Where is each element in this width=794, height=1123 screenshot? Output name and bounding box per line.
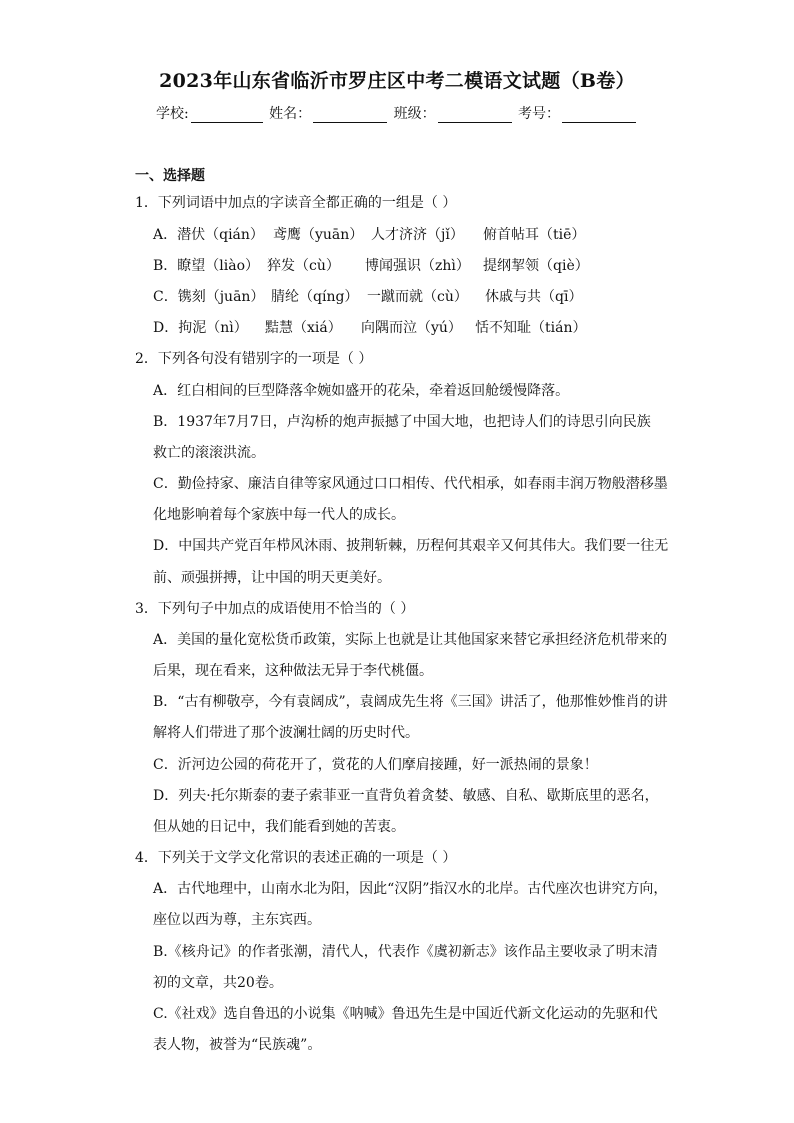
- class-blank[interactable]: [438, 108, 512, 123]
- question-1-option-a[interactable]: [153, 224, 585, 244]
- question-4-stem: 4．下列关于文学文化常识的表述正确的一项是（ ）: [135, 850, 457, 866]
- question-1-option-b[interactable]: [153, 255, 589, 275]
- exam-no-label: 考号：: [518, 106, 561, 122]
- question-2-option-d-line-1[interactable]: D．中国共产党百年栉风沐雨、披荆斩棘，历程何其艰辛又何其伟大。我们要一往无: [153, 538, 669, 554]
- option-b-item-1: B．瞭望（liào）: [153, 258, 260, 274]
- question-1-stem: 1．下列词语中加点的字读音全都正确的一组是（ ）: [135, 195, 457, 211]
- question-2-option-d-line-2: 前、顽强拼搏，让中国的明天更美好。: [153, 570, 391, 586]
- option-a-item-4: 俯首帖耳（tiē）: [483, 227, 586, 243]
- option-b-item-3: 博闻强识（zhì）: [365, 258, 470, 274]
- question-3-option-b-line-1[interactable]: B．“古有柳敬亭，今有袁阔成”，袁阔成先生将《三国》讲活了，他那惟妙惟肖的讲: [153, 694, 668, 710]
- option-c-item-3: 一蹴而就（cù）: [367, 289, 468, 305]
- question-4-option-a-line-2: 座位以西为尊，主东宾西。: [153, 912, 321, 928]
- question-4-option-a-line-1[interactable]: A．古代地理中，山南水北为阳，因此“汉阴”指汉水的北岸。古代座次也讲究方向，: [153, 881, 668, 897]
- exam-no-blank[interactable]: [562, 108, 636, 123]
- option-b-item-4: 提纲挈领（qiè）: [483, 258, 589, 274]
- option-d-item-2: 黠慧（xiá）: [265, 320, 342, 336]
- question-1-option-c[interactable]: [153, 286, 582, 306]
- question-2-option-c-line-1[interactable]: C．勤俭持家、廉洁自律等家风通过口口相传、代代相承，如春雨丰润万物般潜移墨: [153, 476, 668, 492]
- question-3-option-d-line-1[interactable]: D．列夫·托尔斯泰的妻子索菲亚一直背负着贪婪、敏感、自私、歇斯底里的恶名，: [153, 788, 659, 804]
- school-blank[interactable]: [191, 108, 263, 123]
- option-c-item-4: 休戚与共（qī）: [485, 289, 583, 305]
- question-2-stem: 2．下列各句没有错别字的一项是（ ）: [135, 351, 373, 367]
- question-3-option-d-line-2: 但从她的日记中，我们能看到她的苦衷。: [153, 819, 405, 835]
- section-title: 一、选择题: [135, 168, 205, 184]
- question-3-option-a-line-2: 后果，现在看来，这种做法无异于李代桃僵。: [153, 663, 433, 679]
- option-a-item-2: 鸢鹰（yuān）: [273, 227, 364, 243]
- question-4-option-c-line-1[interactable]: C.《社戏》选自鲁迅的小说集《呐喊》鲁迅先生是中国近代新文化运动的先驱和代: [153, 1006, 658, 1022]
- question-4-option-b-line-2: 初的文章，共20卷。: [153, 975, 283, 991]
- name-label: 姓名：: [269, 106, 312, 122]
- question-2-option-a[interactable]: A．红白相间的巨型降落伞婉如盛开的花朵，牵着返回舱缓慢降落。: [153, 383, 570, 399]
- question-4-option-b-line-1[interactable]: B.《核舟记》的作者张潮，清代人，代表作《虞初新志》该作品主要收录了明末清: [153, 944, 658, 960]
- question-4-option-c-line-2: 表人物，被誉为“民族魂”。: [153, 1037, 322, 1053]
- question-2-option-b-line-2: 救亡的滚滚洪流。: [153, 445, 265, 461]
- student-info-line: [0, 103, 794, 123]
- option-a-item-1: A．潜伏（qián）: [153, 227, 264, 243]
- option-d-item-1: D．拘泥（nì）: [153, 320, 248, 336]
- option-d-item-3: 向隅而泣（yú）: [361, 320, 462, 336]
- option-c-item-2: 腈纶（qíng）: [271, 289, 359, 305]
- class-label: 班级：: [393, 106, 436, 122]
- option-c-item-1: C．镌刻（juān）: [153, 289, 265, 305]
- question-1-option-d[interactable]: [153, 317, 586, 337]
- school-label: 学校:: [155, 106, 189, 122]
- question-2-option-c-line-2: 化地影响着每个家族中每一代人的成长。: [153, 507, 405, 523]
- option-d-item-4: 恬不知耻（tián）: [475, 320, 587, 336]
- name-blank[interactable]: [313, 108, 387, 123]
- option-a-item-3: 人才济济（jǐ）: [371, 227, 464, 243]
- question-3-option-c[interactable]: C．沂河边公园的荷花开了，赏花的人们摩肩接踵，好一派热闹的景象！: [153, 757, 598, 773]
- question-2-option-b-line-1[interactable]: B．1937年7月7日，卢沟桥的炮声振撼了中国大地，也把诗人们的诗思引向民族: [153, 414, 651, 430]
- option-b-item-2: 猝发（cù）: [267, 258, 340, 274]
- question-3-option-a-line-1[interactable]: A．美国的量化宽松货币政策，实际上也就是让其他国家来替它承担经济危机带来的: [153, 632, 668, 648]
- question-3-stem: 3．下列句子中加点的成语使用不恰当的（ ）: [135, 601, 415, 617]
- question-3-option-b-line-2: 解将人们带进了那个波澜壮阔的历史时代。: [153, 725, 419, 741]
- page-title: 2023年山东省临沂市罗庄区中考二模语文试题（B卷）: [159, 70, 635, 92]
